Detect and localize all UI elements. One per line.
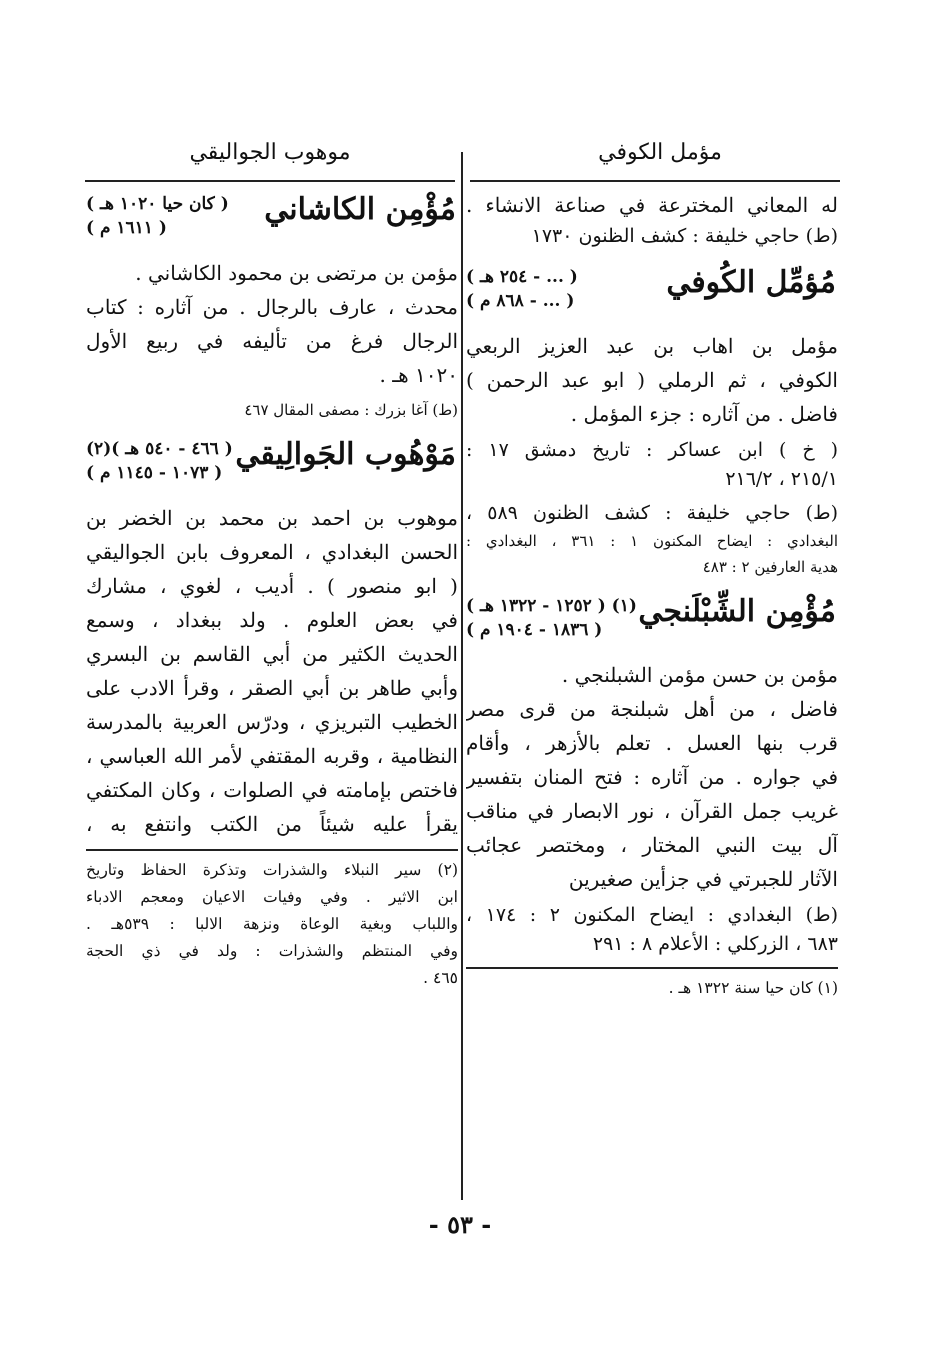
entry-body-line: في بعض العلوم . ولد ببغداد ، وسمع [86, 608, 458, 632]
entry-dates [86, 437, 233, 485]
footnote-left [86, 857, 458, 992]
entry-body-line: محدث ، عارف بالرجال . من آثاره : كتاب [86, 295, 458, 319]
intro-line: له المعاني المخترعة في صناعة الانشاء . [466, 193, 838, 217]
entry-dates [466, 594, 637, 642]
entry-dates [466, 265, 578, 313]
source-line: ٢١٥/١ ، ٢١٦/٢ [725, 468, 838, 490]
footnote-line: واللباب وبغية الوعاة ونزهة الالبا : ٥٣٩هـ . [86, 915, 458, 933]
source-line: ٦٨٣ ، الزركلي : الأعلام ٨ : ٢٩١ [592, 933, 838, 955]
footnote-right [466, 975, 838, 1002]
source-line: (ط) البغدادي : ايضاح المكنون ٢ : ١٧٤ ، [466, 904, 838, 926]
source-line: (ط) حاجي خليفة : كشف الظنون ٥٨٩ ، [466, 502, 838, 524]
running-header-right: مؤمل الكوفي [598, 140, 722, 165]
date-gregorian: ( ١٠٧٣ - ١١٤٥ م ) [86, 463, 223, 483]
entry-name: مَوْهُوب الجَوالِيقي [235, 437, 456, 472]
entry-body-line: غريب جمل القرآن ، نور الابصار في مناقب [466, 799, 838, 823]
entry-heading-muammal [466, 261, 838, 325]
entry-body-line: ( ابو منصور ) . أديب ، لغوي ، مشارك [86, 574, 458, 598]
entry-body-line: فاضل . من آثاره : جزء المؤمل . [570, 402, 838, 426]
entry-name: مُؤْمِن الشِّبْلَنجي [638, 594, 836, 629]
footnote-line: (١) كان حيا سنة ١٣٢٢ هـ . [668, 979, 838, 997]
entry-body-line: مؤمل بن اهاب بن عبد العزيز الربعي [466, 334, 838, 358]
entry-body-line: الكوفي ، ثم الرملي ( ابو عبد الرحمن ) [466, 368, 838, 392]
footnote-line: ٤٦٥ . [423, 969, 458, 987]
date-hijri: (١) ( ١٢٥٢ - ١٣٢٢ هـ ) [466, 596, 637, 616]
entry-body-line: النظامية ، وقربه المقتفي لأمر الله العباسي ، [86, 744, 458, 768]
entry-body-line: فاضل ، من أهل شبلنجة من قرى مصر [466, 697, 838, 721]
footnote-line: ابن الاثير . وفي وفيات الاعيان ومعجم الادباء [86, 888, 458, 906]
entry-body-line: في جواره . من آثاره : فتح المنان بتفسير [466, 765, 838, 789]
entry-name: مُؤمِّل الكُوفي [666, 265, 836, 300]
footnote-rule [86, 849, 458, 851]
entry-heading-kashani [86, 188, 458, 252]
entry-body-line: ١٠٢٠ هـ . [379, 363, 458, 387]
entry-body-line: الرجال فرغ من تأليفه في ربيع الأول [86, 329, 458, 353]
source-line: ( خ ) ابن عساكر : تاريخ دمشق ١٧ : [466, 439, 838, 461]
footnote-rule [466, 967, 838, 969]
entry-dates [86, 192, 229, 240]
date-gregorian: ( ... - ٨٦٨ م ) [466, 291, 575, 311]
header-rule-left [85, 180, 455, 182]
entry-body-line: الحديث الكثير من أبي القاسم بن البسري [86, 642, 458, 666]
date-hijri: ( ٤٦٦ - ٥٤٠ هـ )(٢) [86, 439, 233, 459]
source-line: البغدادي : ايضاح المكنون ١ : ٣٦١ ، البغدادي : [466, 532, 838, 550]
header-rule-right [470, 180, 840, 182]
entry-body-line: الآثار للجبرتي في جزأين صغيرين [568, 867, 838, 891]
right-column [466, 188, 838, 1002]
page-number: - ٥٣ - [428, 1210, 492, 1239]
entry-body-line: مؤمن بن مرتضى بن محمود الكاشاني . [135, 261, 458, 285]
date-hijri: ( كان حيا ١٠٢٠ هـ ) [86, 194, 229, 214]
running-header-left: موهوب الجواليقي [189, 140, 351, 165]
entry-body-line: آل بيت النبي المختار ، ومختصر عجائب [466, 833, 838, 857]
entry-body-line: مؤمن بن حسن مؤمن الشبلنجي . [561, 663, 838, 687]
date-gregorian: ( ١٨٣٦ - ١٩٠٤ م ) [466, 620, 603, 640]
entry-body-line: الحسن البغدادي ، المعروف بابن الجواليقي [86, 540, 458, 564]
footnote-line: (٢) سير النبلاء والشذرات وتذكرة الحفاظ وتاريخ [86, 861, 458, 879]
entry-body-line: وأبي طاهر بن أبي الصقر ، وقرأ الادب على [86, 676, 458, 700]
left-column [86, 188, 458, 992]
source-line: (ط) آغا بزرك : مصفى المقال ٤٦٧ [244, 401, 458, 419]
entry-name: مُؤْمِن الكاشاني [264, 192, 456, 227]
footnote-line: وفي المنتظم والشذرات : ولد في ذي الحجة [86, 942, 458, 960]
entry-body-line: يقرأ عليه شيئاً من الكتب وانتفع به ، [86, 812, 458, 836]
entry-body-line: فاختص بإمامته في الصلوات ، وكان المكتفي [86, 778, 458, 802]
source-line: هدية العارفين ٢ : ٤٨٣ [702, 558, 838, 576]
entry-heading-shablanji [466, 590, 838, 654]
entry-body-line: موهوب بن احمد بن محمد بن الخضر بن [86, 506, 458, 530]
column-divider [461, 152, 463, 1200]
intro-source: (ط) حاجي خليفة : كشف الظنون ١٧٣٠ [531, 225, 838, 247]
date-hijri: ( ... - ٢٥٤ هـ ) [466, 267, 578, 287]
entry-body-line: قرب بنها العسل . تعلم بالأزهر ، وأقام [466, 731, 838, 755]
entry-body-line: الخطيب التبريزي ، ودرّس العربية بالمدرسة [86, 710, 458, 734]
entry-heading-jawaliqi [86, 433, 458, 497]
date-gregorian: ( ١٦١١ م ) [86, 218, 167, 238]
